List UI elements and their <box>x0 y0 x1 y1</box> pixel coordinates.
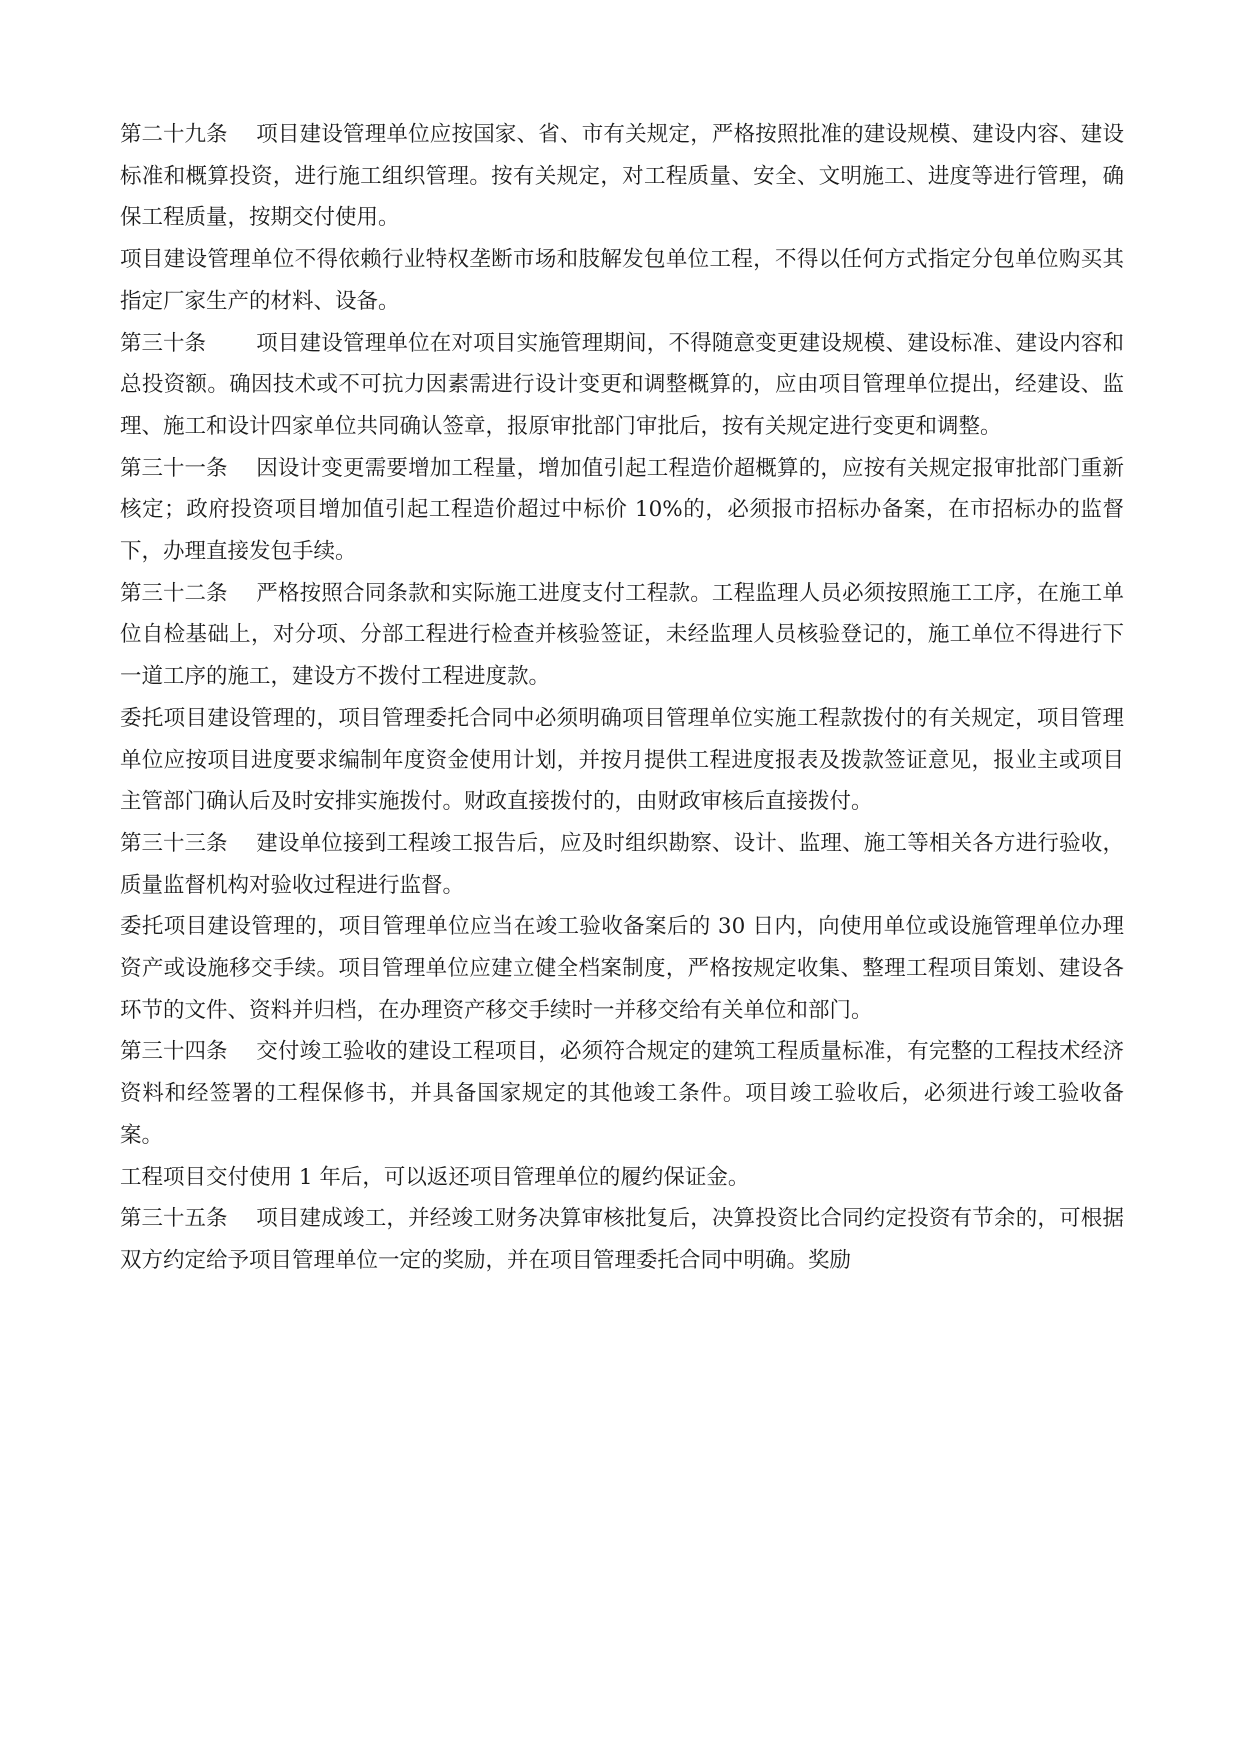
paragraph-article-35 <box>120 1198 1124 1281</box>
paragraph-text: 项目建成竣工，并经竣工财务决算审核批复后，决算投资比合同约定投资有节余的，可根据双方约定给予项目管理单位一定的奖励，并在项目管理委托合同中明确。奖励 <box>120 1206 1124 1273</box>
article-number: 第三十一条 <box>120 455 228 481</box>
article-number: 第二十九条 <box>120 122 228 147</box>
paragraph-article-29 <box>120 114 1124 239</box>
paragraph-article-34-cont <box>120 1157 1124 1199</box>
paragraph-article-33 <box>120 823 1124 906</box>
paragraph-article-32-cont <box>120 698 1124 823</box>
paragraph-text: 委托项目建设管理的，项目管理委托合同中必须明确项目管理单位实施工程款拨付的有关规定，项目管理单位应按项目进度要求编制年度资金使用计划，并按月提供工程进度报表及拨款签证意见，报业主或项目主管部门确认后及时安排实施拨付。财政直接拨付的，由财政审核后直接拨付。 <box>120 705 1124 815</box>
paragraph-text: 建设单位接到工程竣工报告后，应及时组织勘察、设计、监理、施工等相关各方进行验收，质量监督机构对验收过程进行监督。 <box>120 830 1124 898</box>
paragraph-text: 交付竣工验收的建设工程项目，必须符合规定的建筑工程质量标准，有完整的工程技术经济资料和经签署的工程保修书，并具备国家规定的其他竣工条件。项目竣工验收后，必须进行竣工验收备案。 <box>120 1039 1124 1148</box>
document-body <box>120 114 1124 1282</box>
paragraph-text: 项目建设管理单位应按国家、省、市有关规定，严格按照批准的建设规模、建设内容、建设标准和概算投资，进行施工组织管理。按有关规定，对工程质量、安全、文明施工、进度等进行管理，确保工程质量，按期交付使用。 <box>120 122 1124 231</box>
paragraph-text: 委托项目建设管理的，项目管理单位应当在竣工验收备案后的 30 日内，向使用单位或设施管理单位办理资产或设施移交手续。项目管理单位应建立健全档案制度，严格按规定收集、整理工程项目策划、建设各环节的文件、资料并归档，在办理资产移交手续时一并移交给有关单位和部门。 <box>120 914 1124 1023</box>
paragraph-article-31 <box>120 448 1124 573</box>
article-number: 第三十条 <box>120 330 207 356</box>
article-number: 第三十三条 <box>120 830 228 856</box>
paragraph-article-34 <box>120 1031 1124 1156</box>
paragraph-article-33-cont <box>120 906 1124 1031</box>
paragraph-text: 项目建设管理单位不得依赖行业特权垄断市场和肢解发包单位工程，不得以任何方式指定分包单位购买其指定厂家生产的材料、设备。 <box>120 247 1124 314</box>
article-number: 第三十二条 <box>120 580 228 606</box>
article-number: 第三十四条 <box>120 1039 228 1065</box>
paragraph-article-30 <box>120 323 1124 448</box>
article-number: 第三十五条 <box>120 1206 228 1232</box>
paragraph-article-29-cont <box>120 239 1124 322</box>
paragraph-article-32 <box>120 573 1124 698</box>
paragraph-text: 因设计变更需要增加工程量，增加值引起工程造价超概算的，应按有关规定报审批部门重新核定；政府投资项目增加值引起工程造价超过中标价 10%的，必须报市招标办备案，在市招标办的监督下，办理直接发包手续。 <box>120 455 1124 565</box>
paragraph-text: 严格按照合同条款和实际施工进度支付工程款。工程监理人员必须按照施工工序，在施工单位自检基础上，对分项、分部工程进行检查并核验签证，未经监理人员核验登记的，施工单位不得进行下一道工序的施工，建设方不拨付工程进度款。 <box>120 580 1124 690</box>
paragraph-text: 项目建设管理单位在对项目实施管理期间，不得随意变更建设规模、建设标准、建设内容和总投资额。确因技术或不可抗力因素需进行设计变更和调整概算的，应由项目管理单位提出，经建设、监理、施工和设计四家单位共同确认签章，报原审批部门审批后，按有关规定进行变更和调整。 <box>120 330 1124 439</box>
paragraph-text: 工程项目交付使用 1 年后，可以返还项目管理单位的履约保证金。 <box>120 1164 750 1190</box>
